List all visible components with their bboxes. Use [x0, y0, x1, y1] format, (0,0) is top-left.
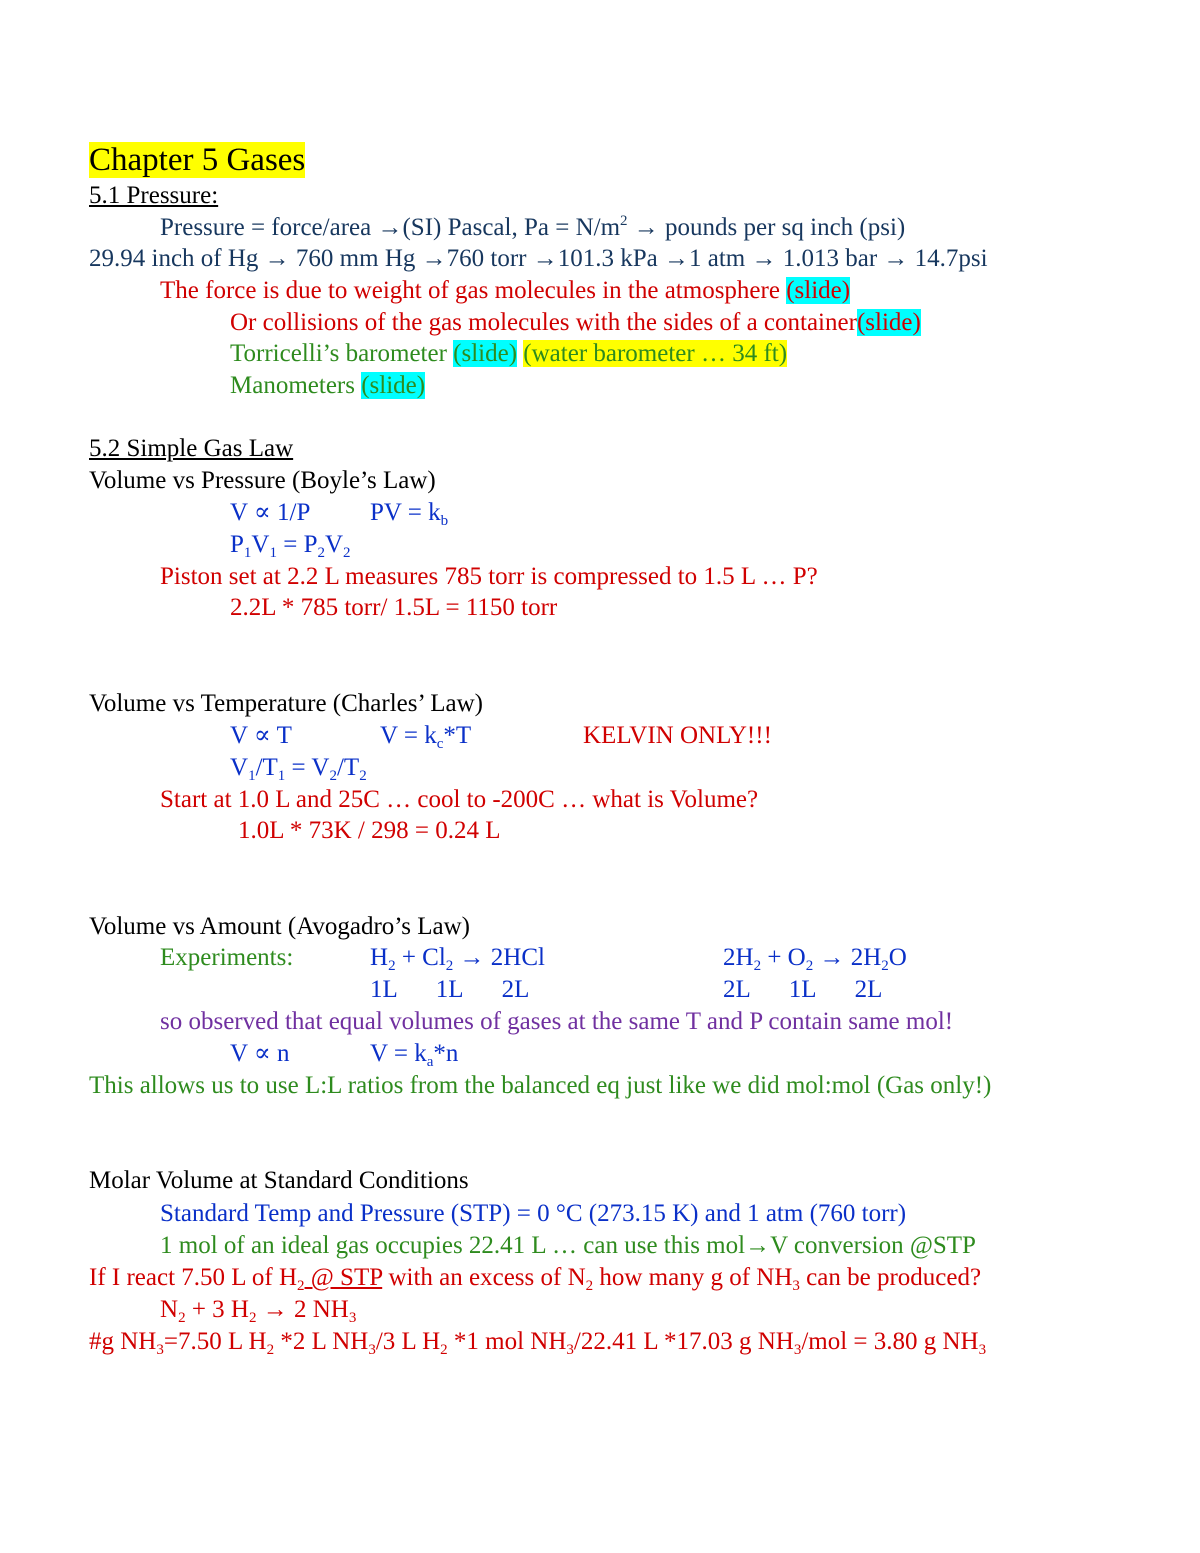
boyle-proportion: V ∝ 1/P — [230, 499, 311, 526]
section-5-1-heading: 5.1 Pressure: — [89, 182, 219, 209]
torricelli-note: Torricelli’s barometer (slide) (water barometer … 34 ft) — [230, 340, 788, 367]
charles-equation: $V_1/T_1 = V_2/T_2$ — [230, 754, 367, 784]
avogadro-observation: so observed that equal volumes of gases at the same T and P contain same mol! — [160, 1008, 954, 1035]
avogadro-constant: $V = k_a*n$ — [370, 1040, 459, 1070]
ideal-gas-note: 1 mol of an ideal gas occupies 22.41 L … can use this mol→V conversion @STP — [160, 1232, 976, 1259]
slide-tag: (slide) — [856, 309, 921, 336]
boyle-equation: $P_1V_1 = P_2V_2$ — [230, 531, 351, 561]
collisions-note: Or collisions of the gas molecules with the sides of a container(slide) — [230, 309, 921, 336]
volumes-water: 2L 1L 2L — [723, 976, 883, 1003]
force-note: The force is due to weight of gas molecules in the atmosphere (slide) — [160, 277, 851, 304]
charles-solution: 1.0L * 73K / 298 = 0.24 L — [238, 817, 501, 844]
ammonia-calculation: #g $NH_3=7.50$ L $H_2$ *2 L $NH_3/3$ L $H_2$ *1 mol $NH_3/22.41$ L *17.03 g $NH_3$/mol = 3.80 g $NH_3$ — [89, 1328, 987, 1358]
boyle-problem: Piston set at 2.2 L measures 785 torr is compressed to 1.5 L … P? — [160, 563, 818, 590]
volumes-hcl: 1L 1L 2L — [370, 976, 530, 1003]
boyle-title: Volume vs Pressure (Boyle’s Law) — [89, 467, 436, 494]
pressure-units-line: 29.94 inch of Hg → 760 mm Hg →760 torr →101.3 kPa →1 atm → 1.013 bar → 14.7psi — [89, 245, 988, 272]
charles-proportion: V ∝ T — [230, 722, 292, 749]
avogadro-proportion: V ∝ n — [230, 1040, 290, 1067]
charles-problem: Start at 1.0 L and 25C … cool to -200C … what is Volume? — [160, 786, 759, 813]
water-barometer-note: (water barometer … 34 ft) — [523, 340, 788, 367]
boyle-constant: PV = $k_b$ — [370, 499, 449, 529]
stp-definition: Standard Temp and Pressure (STP) = 0 °C (273.15 K) and 1 atm (760 torr) — [160, 1200, 907, 1227]
boyle-solution: 2.2L * 785 torr/ 1.5L = 1150 torr — [230, 594, 558, 621]
avogadro-title: Volume vs Amount (Avogadro’s Law) — [89, 913, 470, 940]
slide-tag: (slide) — [361, 372, 426, 399]
charles-constant: $V = k_c*T$ — [380, 722, 472, 752]
slide-tag: (slide) — [786, 277, 851, 304]
charles-title: Volume vs Temperature (Charles’ Law) — [89, 690, 483, 717]
pressure-definition: Pressure = force/area →(SI) Pascal, $Pa = N/m^2$ → pounds per sq inch (psi) — [160, 213, 906, 241]
manometers-note: Manometers (slide) — [230, 372, 426, 399]
slide-tag: (slide) — [453, 340, 518, 367]
reaction-water: $2H_2 + O_2 \to 2H_2O$ — [723, 944, 907, 974]
kelvin-warning: KELVIN ONLY!!! — [583, 722, 772, 749]
section-5-2-heading: 5.2 Simple Gas Law — [89, 435, 294, 462]
page-title: Chapter 5 Gases — [89, 142, 306, 178]
reaction-hcl: $H_2 + Cl_2 \to 2HCl$ — [370, 944, 545, 974]
stp-question: If I react 7.50 L of $H_2$ @ STP with an excess of $N_2$ how many g of $NH_3$ can be produced? — [89, 1264, 982, 1294]
experiments-label: Experiments: — [160, 944, 294, 971]
ammonia-reaction: $N_2 + 3$ $H_2 \to 2$ $NH_3$ — [160, 1296, 357, 1326]
ratio-note: This allows us to use L:L ratios from the balanced eq just like we did mol:mol (Gas only!) — [89, 1072, 992, 1099]
molar-volume-heading: Molar Volume at Standard Conditions — [89, 1167, 469, 1194]
